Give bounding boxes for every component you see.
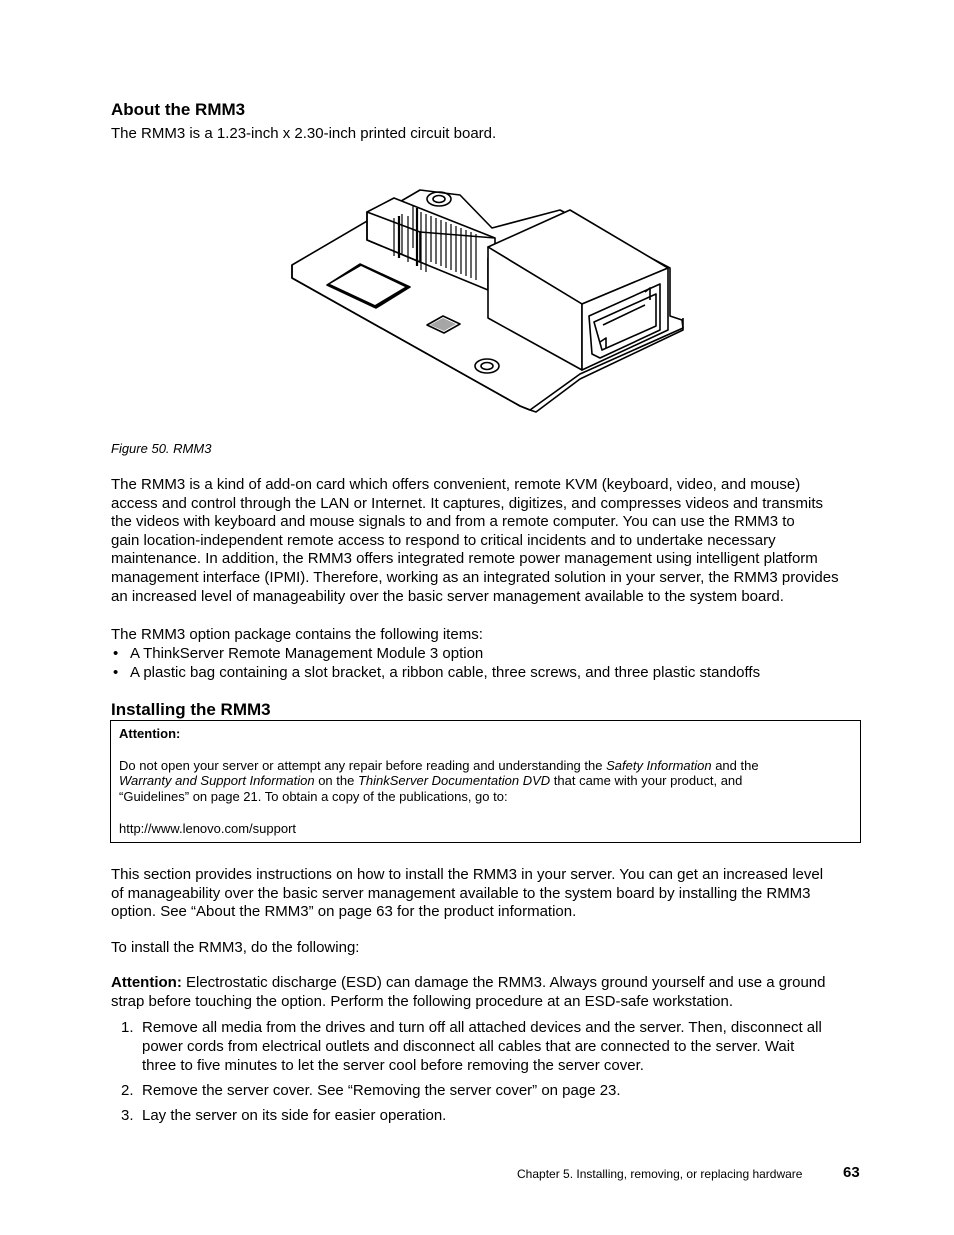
attention-heading: Attention: bbox=[119, 726, 181, 741]
description-paragraph bbox=[111, 476, 891, 606]
guidelines-reference: “Guidelines” on page 21. To obtain a copy of the publications, go to: bbox=[119, 788, 508, 804]
step-item bbox=[111, 1018, 891, 1075]
paragraph-line: access and control through the LAN or Internet. It captures, digitizes, and compresses videos and transmits bbox=[111, 494, 824, 512]
rmm3-figure bbox=[280, 175, 690, 420]
paragraph-line: gain location-independent remote access to respond to critical incidents and to undertake necessary bbox=[111, 531, 776, 549]
esd-line-2: strap before touching the option. Perform the following procedure at an ESD-safe workstation. bbox=[111, 992, 734, 1010]
install-paragraph bbox=[111, 866, 891, 922]
paragraph-line: option. See “About the RMM3” on page 63 for the product information. bbox=[111, 903, 577, 921]
safety-information-title: Safety Information bbox=[606, 757, 712, 773]
paragraph-line: The RMM3 is a kind of add-on card which offers convenient, remote KVM (keyboard, video, and mouse) bbox=[111, 476, 801, 493]
paragraph-line: of manageability over the basic server management available to the system board by installing the RMM3 bbox=[111, 884, 811, 902]
esd-line-1 bbox=[111, 974, 891, 993]
step-item bbox=[111, 1081, 891, 1100]
esd-text: Electrostatic discharge (ESD) can damage the RMM3. Always ground yourself and use a ground bbox=[181, 974, 826, 991]
paragraph-line: the videos with keyboard and mouse signals to and from a remote computer. You can use the RMM3 to bbox=[111, 513, 795, 531]
page-number: 63 bbox=[843, 1164, 860, 1181]
step-line: three to five minutes to let the server cool before removing the server cover. bbox=[142, 1057, 644, 1074]
step-line: Remove all media from the drives and turn off all attached devices and the server. Then, disconnect all bbox=[142, 1019, 822, 1036]
install-steps bbox=[111, 1018, 891, 1131]
attention-text bbox=[119, 758, 852, 805]
step-line: power cords from electrical outlets and disconnect all cables that are connected to the server. Wait bbox=[142, 1038, 795, 1055]
attention-text-part: that came with your product, and bbox=[550, 773, 743, 789]
step-line: Remove the server cover. See “Removing the server cover” on page 23. bbox=[142, 1082, 621, 1099]
step-item bbox=[111, 1106, 891, 1125]
paragraph-line: management interface (IPMI). Therefore, working as an integrated solution in your server, the RMM3 provides bbox=[111, 568, 839, 586]
documentation-dvd-title: ThinkServer Documentation DVD bbox=[357, 773, 551, 789]
warranty-information-title: Warranty and Support Information bbox=[119, 773, 315, 789]
step-number: 2. bbox=[121, 1082, 134, 1099]
package-list bbox=[111, 644, 871, 682]
list-item: • A ThinkServer Remote Management Module 3 option bbox=[111, 644, 871, 663]
step-number: 3. bbox=[121, 1107, 134, 1124]
attention-text-part: and the bbox=[711, 757, 759, 773]
attention-text-part: Do not open your server or attempt any repair before reading and understanding the bbox=[119, 757, 607, 773]
paragraph-line: an increased level of manageability over the basic server management available to the system board. bbox=[111, 587, 784, 605]
paragraph-line: maintenance. In addition, the RMM3 offers integrated remote power management using intelligent platform bbox=[111, 550, 818, 568]
figure-caption: Figure 50. RMM3 bbox=[111, 441, 212, 456]
package-intro: The RMM3 option package contains the following items: bbox=[111, 626, 483, 643]
attention-box bbox=[110, 720, 861, 843]
intro-text: The RMM3 is a 1.23-inch x 2.30-inch printed circuit board. bbox=[111, 125, 497, 142]
esd-label: Attention: bbox=[111, 974, 182, 991]
esd-warning bbox=[111, 974, 891, 1011]
step-line: Lay the server on its side for easier operation. bbox=[142, 1107, 447, 1124]
footer-chapter: Chapter 5. Installing, removing, or replacing hardware bbox=[517, 1167, 803, 1181]
attention-text-part: on the bbox=[314, 773, 358, 789]
list-item: • A plastic bag containing a slot bracket, a ribbon cable, three screws, and three plastic standoffs bbox=[111, 663, 871, 682]
paragraph-line: This section provides instructions on how to install the RMM3 in your server. You can get an increased level bbox=[111, 866, 824, 883]
support-url: http://www.lenovo.com/support bbox=[119, 821, 297, 837]
rmm3-board-illustration bbox=[280, 175, 690, 420]
section-title-about: About the RMM3 bbox=[111, 100, 246, 119]
section-title-installing: Installing the RMM3 bbox=[111, 700, 271, 719]
step-number: 1. bbox=[121, 1019, 134, 1036]
todo-text: To install the RMM3, do the following: bbox=[111, 939, 360, 956]
